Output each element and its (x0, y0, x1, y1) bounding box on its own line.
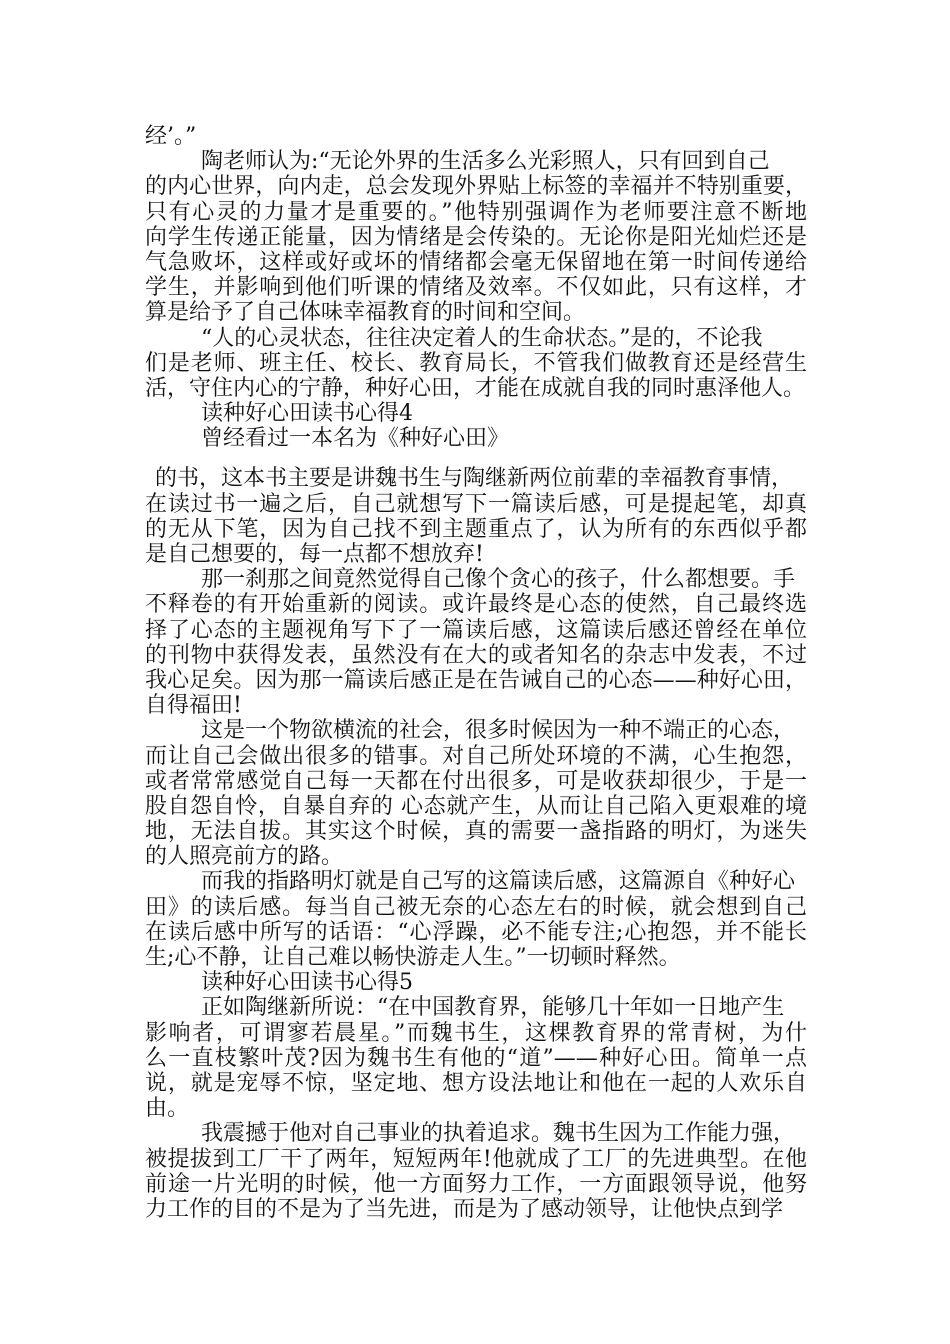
text-line: 我心足矣。因为那一篇读后感正是在告诫自己的心态——种好心田， (145, 667, 807, 693)
text-line: 读种好心田读书心得5 (201, 970, 413, 996)
text-line: 我震撼于他对自己事业的执着追求。魏书生因为工作能力强， (201, 1121, 796, 1147)
text-line: 陶老师认为:“无论外界的生活多么光彩照人，只有回到自己 (201, 149, 770, 175)
section-heading (145, 970, 807, 995)
paragraph (145, 995, 807, 1121)
paragraph (145, 124, 807, 149)
text-line: 而我的指路明灯就是自己写的这篇读后感，这篇源自《种好心 (201, 869, 796, 895)
paragraph (145, 869, 807, 970)
text-line: 么一直枝繁叶茂?因为魏书生有他的“道”——种好心田。简单一点 (145, 1045, 807, 1071)
paragraph (145, 567, 807, 718)
text-line: 说，就是宠辱不惊，坚定地、想方设法地让和他在一起的人欢乐自 (145, 1070, 807, 1096)
text-line: 的人照亮前方的路。 (145, 844, 344, 870)
text-line: 那一刹那之间竟然觉得自己像个贪心的孩子，什么都想要。手 (201, 567, 796, 593)
text-line: 这是一个物欲横流的社会，很多时候因为一种不端正的心态， (201, 718, 796, 744)
paragraph (145, 426, 807, 451)
paragraph (145, 466, 807, 567)
text-line: 力工作的目的不是为了当先进，而是为了感动领导，让他快点到学 (145, 1196, 784, 1222)
text-line: 被提拔到工厂干了两年，短短两年!他就成了工厂的先进典型。在他 (145, 1146, 807, 1172)
text-line: 曾经看过一本名为《种好心田》 (201, 426, 510, 452)
paragraph (145, 718, 807, 869)
paragraph (145, 1121, 807, 1222)
text-line: 正如陶继新所说：“在中国教育界，能够几十年如一日地产生 (201, 995, 785, 1021)
text-line: 股自怨自怜，自暴自弃的 心态就产生，从而让自己陷入更艰难的境 (145, 793, 807, 819)
text-line: 的刊物中获得发表，虽然没有在大的或者知名的杂志中发表，不过 (145, 642, 807, 668)
text-line: 是自己想要的，每一点都不想放弃! (145, 542, 484, 567)
text-line: 向学生传递正能量，因为情绪是会传染的。无论你是阳光灿烂还是 (145, 224, 807, 250)
blank-gap (145, 451, 807, 466)
paragraph (145, 326, 807, 402)
paragraph (145, 149, 807, 325)
text-line: 田》的读后感。每当自己被无奈的心态左右的时候，就会想到自己 (145, 894, 807, 920)
text-line: 们是老师、班主任、校长、教育局长，不管我们做教育还是经营生 (145, 350, 807, 376)
text-line: 生;心不静，让自己难以畅快游走人生。”一切顿时释然。 (145, 945, 681, 970)
text-line: 算是给予了自己体味幸福教育的时间和空间。 (145, 300, 586, 326)
text-line: 地，无法自拔。其实这个时候，真的需要一盏指路的明灯，为迷失 (145, 819, 807, 845)
text-line: 读种好心田读书心得4 (201, 401, 413, 427)
text-line: 的书，这本书主要是讲魏书生与陶继新两位前辈的幸福教育事情， (155, 466, 794, 492)
text-line: 影响者，可谓寥若晨星。”而魏书生，这棵教育界的常青树，为什 (145, 1020, 807, 1046)
text-line: 在读后感中所写的话语：“心浮躁，必不能专注;心抱怨，并不能长 (145, 919, 807, 945)
text-line: 学生，并影响到他们听课的情绪及效率。不仅如此，只有这样，才 (145, 275, 807, 301)
text-line: 的无从下笔，因为自己找不到主题重点了，认为所有的东西似乎都 (145, 516, 807, 542)
text-line: 自得福田! (145, 693, 242, 719)
section-heading (145, 401, 807, 426)
document-page (145, 124, 807, 1222)
text-line: 经’。” (145, 124, 197, 149)
text-line: 在读过书一遍之后，自己就想写下一篇读后感，可是提起笔，却真 (145, 491, 807, 517)
text-line: 气急败坏，这样或好或坏的情绪都会毫无保留地在第一时间传递给 (145, 249, 807, 275)
text-line: 择了心态的主题视角写下了一篇读后感，这篇读后感还曾经在单位 (145, 617, 807, 643)
text-line: 活，守住内心的宁静，种好心田，才能在成就自我的同时惠泽他人。 (145, 375, 806, 401)
text-line: 只有心灵的力量才是重要的。”他特别强调作为老师要注意不断地 (145, 199, 807, 225)
text-line: 前途一片光明的时候，他一方面努力工作，一方面跟领导说，他努 (145, 1171, 807, 1197)
text-line: 的内心世界，向内走，总会发现外界贴上标签的幸福并不特别重要， (145, 174, 807, 200)
text-line: 由。 (145, 1096, 190, 1122)
text-line: “人的心灵状态，往往决定着人的生命状态。”是的，不论我 (201, 325, 763, 351)
text-line: 或者常常感觉自己每一天都在付出很多，可是收获却很少，于是一 (145, 768, 807, 794)
text-line: 不释卷的有开始重新的阅读。或许最终是心态的使然，自己最终选 (145, 592, 807, 618)
text-line: 而让自己会做出很多的错事。对自己所处环境的不满，心生抱怨， (145, 743, 807, 769)
